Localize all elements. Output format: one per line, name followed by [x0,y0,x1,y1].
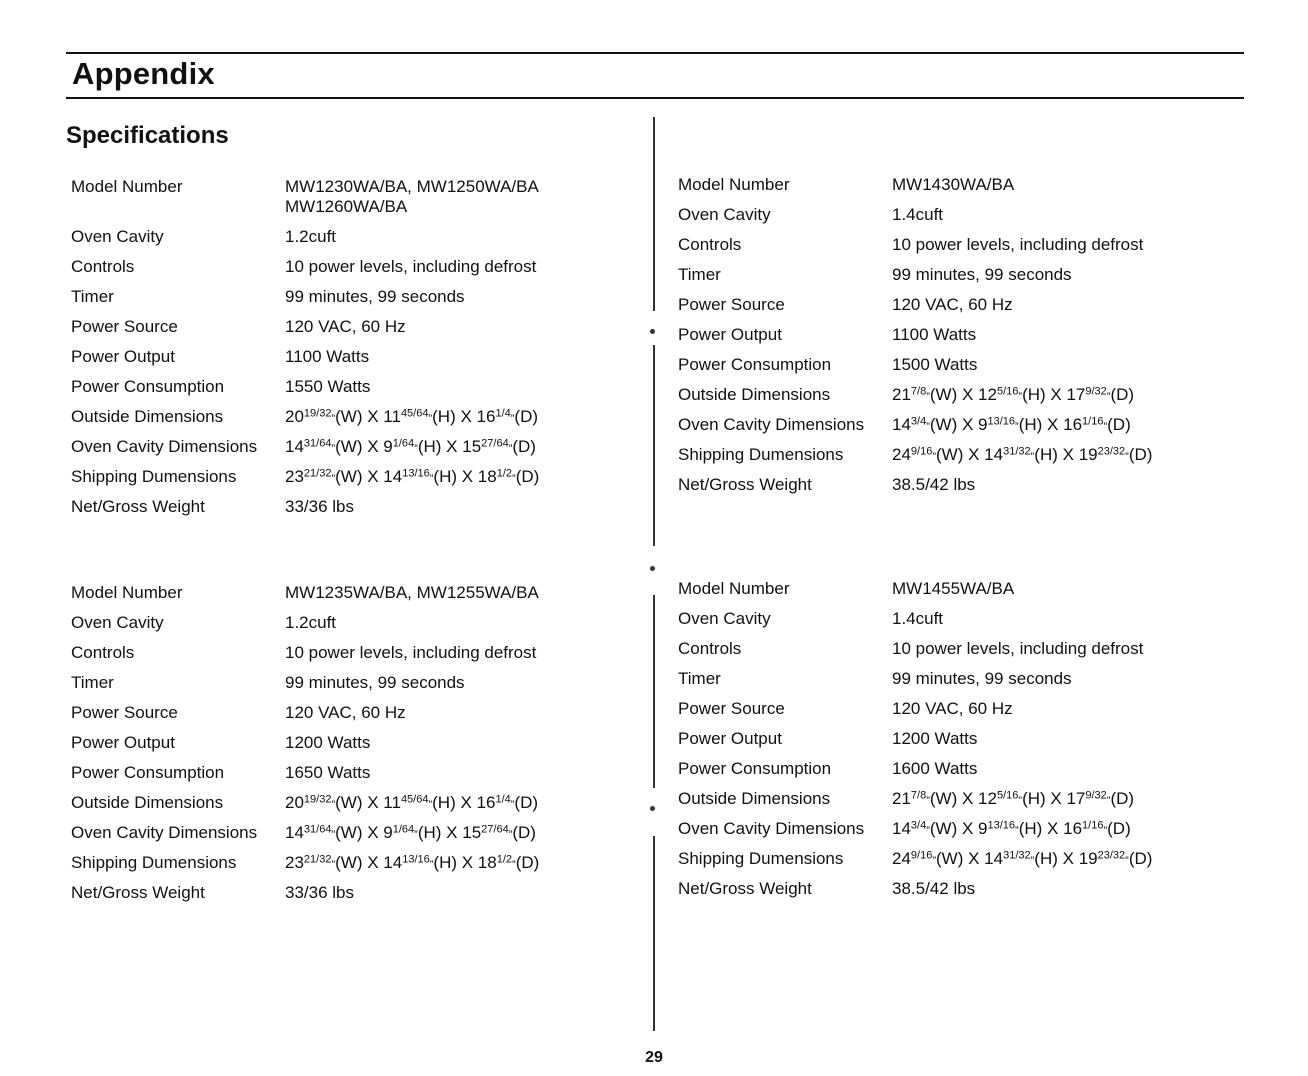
spec-row-net-gross-weight [66,883,640,913]
spec-table-mw1230 [66,177,640,527]
header-top-rule [66,52,1244,54]
spec-value: 10 power levels, including defrost [285,643,537,662]
spec-row-power-source [673,295,1247,325]
dimension-value: $20^{19/32}”(W)$ X $11^{45/64}”(H)$ X $16^{1/4}”(D)$ [285,793,539,812]
spec-label: Outside Dimensions [71,407,224,426]
spec-value: 1100 Watts [285,347,370,366]
spec-label: Shipping Dumensions [71,467,237,486]
model-number-value-line2: MW1260WA/BA [285,197,408,216]
spec-row-power-consumption [66,763,640,793]
divider-bullet [650,806,655,811]
column-divider [653,117,655,311]
spec-label: Timer [678,669,721,688]
spec-label: Model Number [678,175,790,194]
spec-value: 1500 Watts [892,355,978,374]
spec-row-controls [673,235,1247,265]
model-number-value: MW1430WA/BA [892,175,1015,194]
spec-row-power-output [66,733,640,763]
spec-row-oven-cavity [673,609,1247,639]
spec-value: 1100 Watts [892,325,977,344]
page-number: 29 [645,1049,663,1066]
spec-label: Oven Cavity [678,205,771,224]
spec-row-outside-dimensions [673,385,1247,415]
column-divider [653,595,655,788]
spec-value: 1.4cuft [892,205,944,224]
spec-value: 99 minutes, 99 seconds [892,669,1072,688]
spec-row-timer [673,265,1247,295]
spec-value: 120 VAC, 60 Hz [892,699,1013,718]
spec-value: 120 VAC, 60 Hz [285,703,406,722]
spec-label: Outside Dimensions [678,385,831,404]
spec-row-oven-cavity-dimensions [66,437,640,467]
spec-row-controls [673,639,1247,669]
spec-label: Power Source [678,295,785,314]
spec-value: 1550 Watts [285,377,371,396]
dimension-value: $14^{31/64}”(W)$ X $9^{1/64}”(H)$ X $15^{27/64}”(D)$ [285,823,536,842]
spec-value: 1.2cuft [285,613,337,632]
spec-label: Shipping Dumensions [71,853,237,872]
spec-value: 10 power levels, including defrost [892,235,1144,254]
spec-row-outside-dimensions [66,793,640,823]
spec-label: Power Output [678,729,782,748]
spec-label: Model Number [678,579,790,598]
spec-row-power-source [673,699,1247,729]
spec-value: 120 VAC, 60 Hz [285,317,406,336]
spec-label: Power Source [71,703,178,722]
spec-label: Net/Gross Weight [71,497,205,516]
spec-row-power-source [66,317,640,347]
spec-label: Timer [71,287,114,306]
spec-row-oven-cavity-dimensions [673,819,1247,849]
spec-row-timer [673,669,1247,699]
spec-label: Power Output [71,733,175,752]
spec-row-shipping-dimensions [673,445,1247,475]
spec-value: 33/36 lbs [285,497,354,516]
spec-label: Power Source [71,317,178,336]
spec-row-power-output [673,729,1247,759]
spec-label: Power Consumption [678,759,832,778]
spec-label: Model Number [71,583,183,602]
dimension-value: $24^{9/16}”(W)$ X $14^{31/32}”(H)$ X $19^{23/32}”(D)$ [892,849,1153,868]
spec-value: 1200 Watts [892,729,978,748]
spec-label: Shipping Dumensions [678,849,844,868]
spec-row-net-gross-weight [673,879,1247,909]
spec-label: Oven Cavity [71,227,164,246]
dimension-value: $24^{9/16}”(W)$ X $14^{31/32}”(H)$ X $19^{23/32}”(D)$ [892,445,1153,464]
spec-value: 1.4cuft [892,609,944,628]
spec-value: 1650 Watts [285,763,371,782]
column-divider [653,345,655,546]
dimension-value: $23^{21/32}”(W)$ X $14^{13/16}”(H)$ X $18^{1/2}”(D)$ [285,853,540,872]
spec-value: 99 minutes, 99 seconds [285,287,465,306]
dimension-value: $20^{19/32}”(W)$ X $11^{45/64}”(H)$ X $16^{1/4}”(D)$ [285,407,539,426]
spec-value: 33/36 lbs [285,883,354,902]
spec-row-model-number [66,583,640,613]
spec-value: 1600 Watts [892,759,978,778]
spec-value: 38.5/42 lbs [892,475,976,494]
spec-row-controls [66,257,640,287]
spec-label: Power Output [678,325,782,344]
spec-label: Oven Cavity Dimensions [71,437,258,456]
dimension-value: $21^{7/8}”(W)$ X $12^{5/16}”(H)$ X $17^{9/32}”(D)$ [892,385,1135,404]
model-number-value: MW1235WA/BA, MW1255WA/BA [285,583,539,602]
spec-label: Power Consumption [71,377,225,396]
spec-row-power-output [66,347,640,377]
dimension-value: $14^{3/4}”(W)$ X $9^{13/16}”(H)$ X $16^{1/16}”(D)$ [892,415,1131,434]
spec-label: Power Consumption [71,763,225,782]
model-number-value: MW1455WA/BA [892,579,1015,598]
column-divider [653,836,655,1031]
spec-value: 10 power levels, including defrost [285,257,537,276]
spec-label: Oven Cavity [71,613,164,632]
dimension-value: $14^{3/4}”(W)$ X $9^{13/16}”(H)$ X $16^{1/16}”(D)$ [892,819,1131,838]
spec-row-model-number [66,177,640,227]
spec-table-mw1430 [673,175,1247,505]
spec-label: Shipping Dumensions [678,445,844,464]
spec-value: 1200 Watts [285,733,371,752]
section-title: Specifications [66,122,229,149]
dimension-value: $21^{7/8}”(W)$ X $12^{5/16}”(H)$ X $17^{9/32}”(D)$ [892,789,1135,808]
spec-label: Controls [71,257,135,276]
spec-row-outside-dimensions [66,407,640,437]
spec-label: Oven Cavity Dimensions [71,823,258,842]
spec-row-oven-cavity [66,227,640,257]
spec-row-power-source [66,703,640,733]
spec-label: Power Consumption [678,355,832,374]
spec-label: Controls [678,639,742,658]
spec-label: Oven Cavity Dimensions [678,415,865,434]
spec-label: Outside Dimensions [678,789,831,808]
spec-label: Controls [71,643,135,662]
spec-label: Net/Gross Weight [678,879,812,898]
spec-row-oven-cavity-dimensions [673,415,1247,445]
spec-row-oven-cavity [66,613,640,643]
spec-row-outside-dimensions [673,789,1247,819]
spec-row-shipping-dimensions [66,853,640,883]
spec-value: 10 power levels, including defrost [892,639,1144,658]
spec-row-power-consumption [673,355,1247,385]
divider-bullet [650,566,655,571]
spec-row-model-number [673,175,1247,205]
spec-row-oven-cavity-dimensions [66,823,640,853]
spec-row-shipping-dimensions [66,467,640,497]
spec-label: Model Number [71,177,183,196]
spec-label: Net/Gross Weight [678,475,812,494]
spec-value: 38.5/42 lbs [892,879,976,898]
spec-label: Oven Cavity Dimensions [678,819,865,838]
model-number-value: MW1230WA/BA, MW1250WA/BA [285,177,539,196]
divider-bullet [650,329,655,334]
dimension-value: $23^{21/32}”(W)$ X $14^{13/16}”(H)$ X $18^{1/2}”(D)$ [285,467,540,486]
spec-label: Timer [678,265,721,284]
spec-label: Oven Cavity [678,609,771,628]
spec-table-mw1235 [66,583,640,913]
spec-row-model-number [673,579,1247,609]
spec-label: Controls [678,235,742,254]
spec-row-net-gross-weight [66,497,640,527]
spec-label: Timer [71,673,114,692]
spec-label: Outside Dimensions [71,793,224,812]
spec-label: Power Source [678,699,785,718]
spec-value: 99 minutes, 99 seconds [892,265,1072,284]
spec-row-power-consumption [66,377,640,407]
spec-table-mw1455 [673,579,1247,909]
page-title: Appendix [72,56,215,91]
spec-value: 120 VAC, 60 Hz [892,295,1013,314]
spec-value: 99 minutes, 99 seconds [285,673,465,692]
spec-row-timer [66,287,640,317]
spec-row-oven-cavity [673,205,1247,235]
spec-row-timer [66,673,640,703]
spec-label: Power Output [71,347,175,366]
spec-value: 1.2cuft [285,227,337,246]
spec-label: Net/Gross Weight [71,883,205,902]
dimension-value: $14^{31/64}”(W)$ X $9^{1/64}”(H)$ X $15^{27/64}”(D)$ [285,437,536,456]
header-bottom-rule [66,97,1244,99]
spec-row-shipping-dimensions [673,849,1247,879]
spec-row-controls [66,643,640,673]
spec-row-power-consumption [673,759,1247,789]
spec-row-net-gross-weight [673,475,1247,505]
spec-row-power-output [673,325,1247,355]
